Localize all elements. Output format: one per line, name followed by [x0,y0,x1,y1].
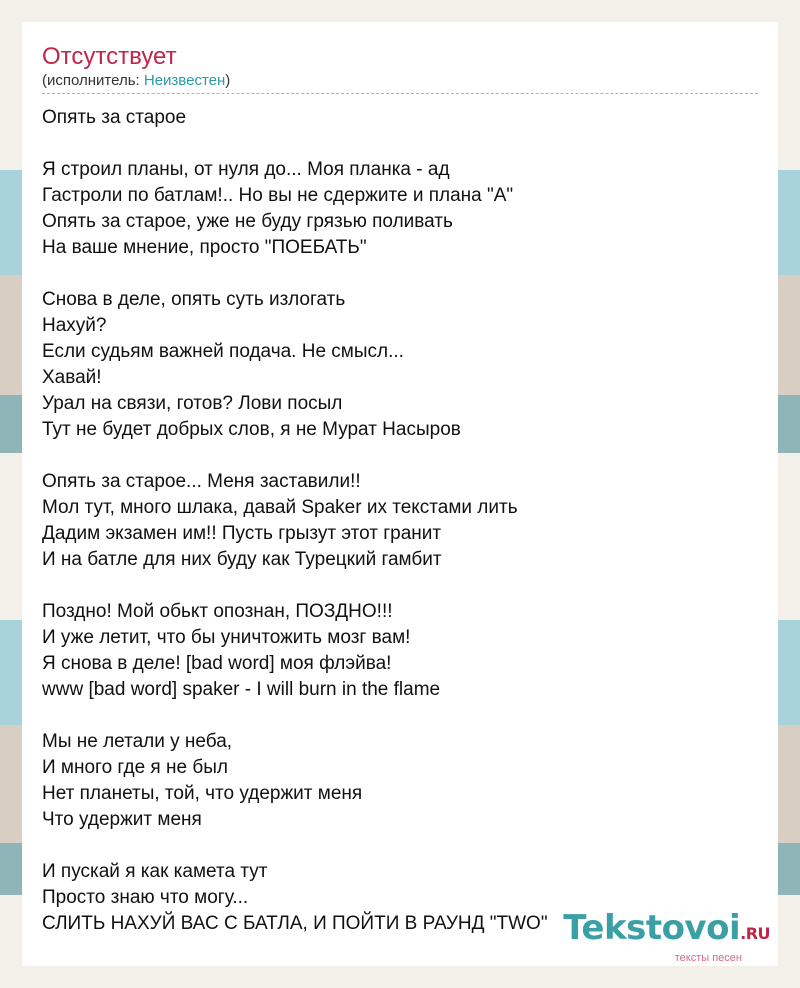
lyric-line [42,261,778,287]
logo-wordmark [563,910,770,952]
lyric-line: Я снова в деле! [bad word] моя флэйва! [42,653,392,674]
lyric-line: Поздно! Мой обькт опознан, ПОЗДНО!!! [42,601,393,622]
lyric-line [42,443,778,469]
lyric-line: Что удержит меня [42,809,202,830]
lyric-line: Если судьям важней подача. Не смысл... [42,341,404,362]
site-logo[interactable] [563,910,770,964]
lyric-line: Просто знаю что могу... [42,887,249,908]
lyric-line: Нет планеты, той, что удержит меня [42,783,363,804]
lyric-line: На ваше мнение, просто "ПОЕБАТЬ" [42,237,367,258]
lyric-line: Снова в деле, опять суть излогать [42,289,346,310]
lyric-line: И много где я не был [42,757,228,778]
artist-link[interactable]: Неизвестен [143,72,226,89]
lyric-line: И пускай я как камета тут [42,861,268,882]
artist-suffix: ) [225,72,231,89]
artist-line [42,72,778,90]
lyric-line: И уже летит, что бы уничтожить мозг вам! [42,627,411,648]
lyric-line [42,703,778,729]
lyric-line: Опять за старое, уже не буду грязью поливать [42,211,453,232]
lyric-line: И на батле для них буду как Турецкий гамбит [42,549,442,570]
lyrics-card [22,22,778,966]
lyric-line: Дадим экзамен им!! Пусть грызут этот гранит [42,523,442,544]
lyric-line: СЛИТЬ НАХУЙ ВАС С БАТЛА, И ПОЙТИ В РАУНД "TWO" [42,913,548,934]
lyric-line [42,131,778,157]
logo-tld: .RU [740,924,770,943]
lyric-line: Опять за старое [42,107,187,128]
logo-main-text: Tekstovoi [563,908,741,948]
logo-tagline: тексты песен [674,952,742,964]
lyric-line: Я строил планы, от нуля до... Моя планка - ад [42,159,450,180]
lyrics-text [42,105,778,937]
lyric-line: www [bad word] spaker - I will burn in the flame [42,679,441,700]
lyric-line: Мол тут, много шлака, давай Spaker их текстами лить [42,497,518,518]
lyric-line: Хавай! [42,367,102,388]
lyric-line: Нахуй? [42,315,107,336]
lyric-line: Урал на связи, готов? Лови посыл [42,393,343,414]
lyric-line: Гастроли по батлам!.. Но вы не сдержите и плана "А" [42,185,514,206]
lyric-line [42,573,778,599]
song-title: Отсутствует [42,43,177,70]
artist-prefix: (исполнитель: [42,72,144,89]
lyric-line: Тут не будет добрых слов, я не Мурат Насыров [42,419,461,440]
title-divider [42,93,758,94]
lyric-line: Опять за старое... Меня заставили!! [42,471,361,492]
lyric-line: Мы не летали у неба, [42,731,233,752]
lyric-line [42,833,778,859]
